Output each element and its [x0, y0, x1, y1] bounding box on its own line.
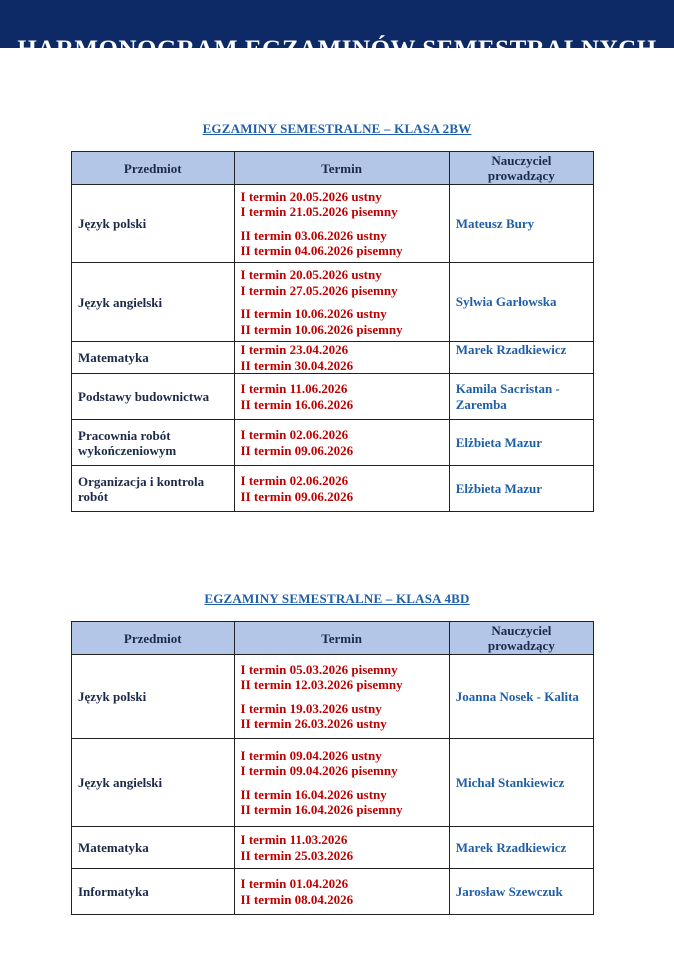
teacher-cell: Sylwia Garłowska — [449, 263, 593, 342]
teacher-cell: Elżbieta Mazur — [449, 420, 593, 466]
table-row — [72, 374, 594, 420]
teacher-cell: Marek Rzadkiewicz — [449, 827, 593, 869]
section-title-2bw: EGZAMINY SEMESTRALNE – KLASA 2BW — [202, 121, 472, 136]
subject-cell: Język polski — [72, 655, 235, 739]
term-cell: I termin 05.03.2026 pisemny II termin 12.03.2026 pisemny I termin 19.03.2026 ustny II termin 26.03.2026 ustny — [234, 655, 449, 739]
page-title: HARMONOGRAM EGZAMINÓW SEMESTRALNYCH — [17, 36, 657, 63]
subject-cell: Język polski — [72, 185, 235, 263]
table-row — [72, 185, 594, 263]
term-cell: I termin 02.06.2026 II termin 09.06.2026 — [234, 466, 449, 512]
table-row — [72, 869, 594, 915]
subject-cell: Język angielski — [72, 739, 235, 827]
header-term: Termin — [234, 622, 449, 655]
teacher-cell: Michał Stankiewicz — [449, 739, 593, 827]
subject-cell: Język angielski — [72, 263, 235, 342]
table-header-row — [72, 152, 594, 185]
exam-table-2bw — [71, 151, 594, 512]
teacher-cell: Kamila Sacristan - Zaremba — [449, 374, 593, 420]
table-row — [72, 739, 594, 827]
term-cell: I termin 01.04.2026 II termin 08.04.2026 — [234, 869, 449, 915]
table-row — [72, 263, 594, 342]
teacher-cell: Jarosław Szewczuk — [449, 869, 593, 915]
subject-cell: Matematyka — [72, 827, 235, 869]
header-banner — [0, 0, 674, 63]
table-row — [72, 420, 594, 466]
subject-cell: Pracownia robót wykończeniowym — [72, 420, 235, 466]
section-title-4bd: EGZAMINY SEMESTRALNE – KLASA 4BD — [204, 591, 470, 606]
teacher-cell: Joanna Nosek - Kalita — [449, 655, 593, 739]
table-header-row — [72, 622, 594, 655]
term-cell: I termin 20.05.2026 ustny I termin 21.05.2026 pisemny II termin 03.06.2026 ustny II termin 04.06.2026 pisemny — [234, 185, 449, 263]
teacher-cell: Elżbieta Mazur — [449, 466, 593, 512]
subject-cell: Informatyka — [72, 869, 235, 915]
header-subject: Przedmiot — [72, 622, 235, 655]
term-cell: I termin 23.04.2026 II termin 30.04.2026 — [234, 342, 449, 374]
subject-cell: Podstawy budownictwa — [72, 374, 235, 420]
term-cell: I termin 11.03.2026 II termin 25.03.2026 — [234, 827, 449, 869]
table-row — [72, 655, 594, 739]
table-row — [72, 342, 594, 374]
header-subject: Przedmiot — [72, 152, 235, 185]
table-row — [72, 827, 594, 869]
table-row — [72, 466, 594, 512]
term-cell: I termin 09.04.2026 ustny I termin 09.04.2026 pisemny II termin 16.04.2026 ustny II termin 16.04.2026 pisemny — [234, 739, 449, 827]
term-cell: I termin 20.05.2026 ustny I termin 27.05.2026 pisemny II termin 10.06.2026 ustny II termin 10.06.2026 pisemny — [234, 263, 449, 342]
exam-table-4bd — [71, 621, 594, 915]
header-teacher: Nauczyciel prowadzący — [449, 622, 593, 655]
term-cell: I termin 02.06.2026 II termin 09.06.2026 — [234, 420, 449, 466]
teacher-cell: Mateusz Bury — [449, 185, 593, 263]
subject-cell: Matematyka — [72, 342, 235, 374]
header-term: Termin — [234, 152, 449, 185]
term-cell: I termin 11.06.2026 II termin 16.06.2026 — [234, 374, 449, 420]
subject-cell: Organizacja i kontrola robót — [72, 466, 235, 512]
header-teacher: Nauczyciel prowadzący — [449, 152, 593, 185]
teacher-cell: Marek Rzadkiewicz — [449, 342, 593, 374]
